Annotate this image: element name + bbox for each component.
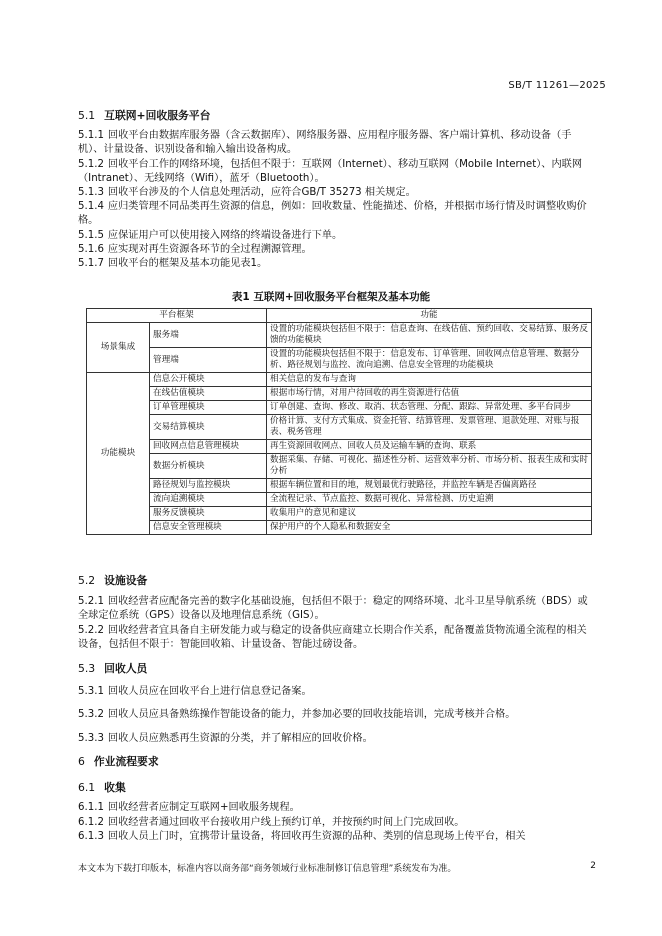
footer-note: 本文本为下载打印版本，标准内容以商务部“商务领域行业标准制修订信息管理”系统发布为准。 bbox=[78, 864, 457, 874]
section-5-3 bbox=[78, 662, 596, 746]
section-6 bbox=[78, 755, 596, 844]
table-header-row: 平台框架 功能 bbox=[87, 309, 592, 323]
table-row: 信息安全管理模块 保护用户的个人隐私和数据安全 bbox=[87, 521, 592, 535]
chapter-heading: 6 作业流程要求 bbox=[78, 755, 159, 768]
clause: 6.1.2 回收经营者通过回收平台接收用户线上预约订单，并按预约时间上门完成回收。 bbox=[78, 816, 465, 828]
table-row: 服务反馈模块 收集用户的意见和建议 bbox=[87, 507, 592, 521]
clause: 5.1.7 回收平台的框架及基本功能见表1。 bbox=[78, 258, 268, 270]
table-row: 在线估值模块 根据市场行情，对用户待回收的再生资源进行估值 bbox=[87, 387, 592, 401]
clause: 5.3.2 回收人员应具备熟练操作智能设备的能力，并参加必要的回收技能培训，完成考核并合格。 bbox=[78, 709, 516, 721]
table-row: 功能模块 信息公开模块 相关信息的发布与查询 bbox=[87, 373, 592, 387]
table-row: 订单管理模块 订单创建、查询、修改、取消、状态管理、分配、跟踪、异常处理、多平台同步 bbox=[87, 401, 592, 415]
table-caption: 表1 互联网+回收服务平台框架及基本功能 bbox=[231, 291, 431, 303]
clause: 5.3.3 回收人员应熟悉再生资源的分类，并了解相应的回收价格。 bbox=[78, 732, 373, 744]
table-row: 场景集成 服务端 设置的功能模块包括但不限于：信息查询、在线估值、预约回收、交易结算、服务反馈的功能模块 bbox=[87, 323, 592, 348]
table-row: 数据分析模块 数据采集、存储、可视化、描述性分析、运营效率分析、市场分析、报表生成和实时分析 bbox=[87, 454, 592, 479]
document-code: SB/T 11261—2025 bbox=[508, 80, 606, 91]
clause: 5.1.3 回收平台涉及的个人信息处理活动，应符合GB/T 35273 相关规定。 bbox=[78, 187, 416, 199]
clause: 5.1.2 回收平台工作的网络环境，包括但不限于：互联网（Internet）、移动互联网（Mobile Internet）、内联网（Intranet）、无线网络（Wifi），蓝牙（Bluetooth）。 bbox=[78, 158, 583, 184]
clause: 5.1.1 回收平台由数据库服务器（含云数据库）、网络服务器、应用程序服务器、客户端计算机、移动设备（手机）、计量设备、识别设备和输入输出设备构成。 bbox=[78, 130, 572, 156]
section-heading: 5.1 互联网+回收服务平台 bbox=[78, 109, 211, 122]
page-number: 2 bbox=[590, 861, 596, 871]
section-heading: 5.2 设施设备 bbox=[78, 574, 148, 587]
clause: 6.1.3 回收人员上门时，宜携带计量设备，将回收再生资源的品种、类别的信息现场上传平台，相关 bbox=[78, 830, 526, 842]
table-row: 回收网点信息管理模块 再生资源回收网点、回收人员及运输车辆的查询、联系 bbox=[87, 440, 592, 454]
section-5-2 bbox=[78, 574, 596, 652]
clause: 5.2.1 回收经营者应配备完善的数字化基础设施，包括但不限于：稳定的网络环境、北斗卫星导航系统（BDS）或全球定位系统（GPS）设备以及地理信息系统（GIS）。 bbox=[78, 596, 588, 622]
footer bbox=[78, 861, 596, 874]
section-heading: 6.1 收集 bbox=[78, 781, 126, 795]
clause: 5.1.4 应归类管理不同品类再生资源的信息，例如：回收数量、性能描述、价格，并根据市场行情及时调整收购价格。 bbox=[78, 201, 587, 227]
clause: 6.1.1 回收经营者应制定互联网+回收服务规程。 bbox=[78, 802, 300, 814]
clause: 5.1.5 应保证用户可以使用接入网络的终端设备进行下单。 bbox=[78, 229, 343, 241]
clause: 5.2.2 回收经营者宜具备自主研发能力或与稳定的设备供应商建立长期合作关系，配备覆盖货物流通全流程的相关设备，包括但不限于：智能回收箱、计量设备、智能过磅设备。 bbox=[78, 624, 587, 650]
table-row: 路径规划与监控模块 根据车辆位置和目的地，规划最优行驶路径，并监控车辆是否偏离路径 bbox=[87, 479, 592, 493]
table-row: 交易结算模块 价格计算、支付方式集成、资金托管、结算管理、发票管理、退款处理、对账与报表、税务管理 bbox=[87, 415, 592, 440]
table-row: 管理端 设置的功能模块包括但不限于：信息发布、订单管理、回收网点信息管理、数据分析、路径规划与监控、流向追溯、信息安全管理的功能模块 bbox=[87, 348, 592, 373]
platform-table bbox=[86, 308, 592, 535]
table-row: 流向追溯模块 全流程记录、节点监控、数据可视化、异常检测、历史追溯 bbox=[87, 493, 592, 507]
clause: 5.1.6 应实现对再生资源各环节的全过程溯源管理。 bbox=[78, 243, 312, 255]
section-heading: 5.3 回收人员 bbox=[78, 662, 148, 675]
clause: 5.3.1 回收人员应在回收平台上进行信息登记备案。 bbox=[78, 686, 312, 698]
section-5-1 bbox=[78, 109, 596, 271]
